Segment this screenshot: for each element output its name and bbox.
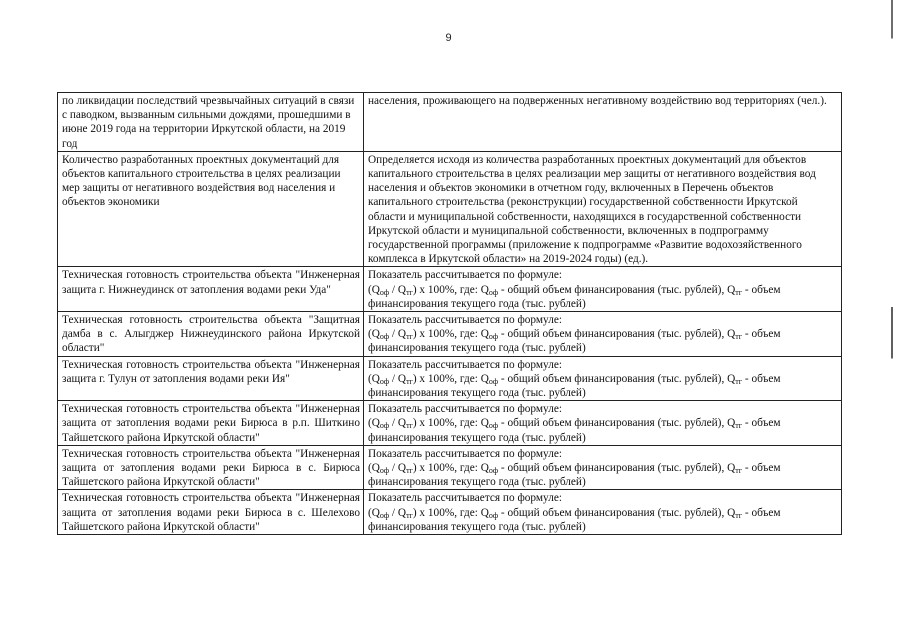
formula-definition: финансирования текущего года (тыс. рублей)	[368, 342, 586, 355]
indicators-table	[57, 92, 842, 535]
formula-definition: финансирования текущего года (тыс. рублей)	[368, 476, 586, 489]
table-row	[58, 151, 842, 267]
table-row	[58, 490, 842, 535]
formula-intro: Показатель рассчитывается по формуле:	[368, 492, 562, 505]
calculation-method-cell	[364, 490, 842, 535]
table-row	[58, 356, 842, 401]
scan-edge-mark	[891, 0, 893, 640]
formula-definition: финансирования текущего года (тыс. рублей)	[368, 431, 586, 444]
formula-intro: Показатель рассчитывается по формуле:	[368, 403, 562, 416]
formula-definition: финансирования текущего года (тыс. рублей)	[368, 297, 586, 310]
indicator-name-cell: Техническая готовность строительства объекта "Инженерная защита от затопления водами реки Бирюса в р.п. Шиткино Тайшетского района Иркутской области"	[58, 401, 364, 446]
formula-line: $(Q_{оф} / Q_{тг})$ х 100%, где: $Q_{оф}$ - общий объем финансирования (тыс. рублей), $Q_{тг}$ - объем	[368, 372, 781, 386]
indicator-name-cell: Техническая готовность строительства объекта "Инженерная защита от затопления водами реки Бирюса в с. Шелехово Тайшетского района Иркутской области"	[58, 490, 364, 535]
table-row	[58, 312, 842, 357]
calculation-method-cell	[364, 445, 842, 490]
indicator-name-cell: Количество разработанных проектных документаций для объектов капитального строительства в целях реализации мер защиты от негативного воздействия вод населения и объектов экономики	[58, 151, 364, 267]
formula-intro: Показатель рассчитывается по формуле:	[368, 269, 562, 282]
formula-intro: Показатель рассчитывается по формуле:	[368, 358, 562, 371]
calculation-method-cell	[364, 312, 842, 357]
page-number: 9	[445, 32, 452, 44]
calculation-method-cell: населения, проживающего на подверженных негативному воздействию вод территориях (чел.).	[364, 93, 842, 152]
formula-line: $(Q_{оф} / Q_{тг})$ х 100%, где: $Q_{оф}$ - общий объем финансирования (тыс. рублей), $Q_{тг}$ - объем	[368, 462, 781, 476]
formula-line: $(Q_{оф} / Q_{тг})$ х 100%, где: $Q_{оф}$ - общий объем финансирования (тыс. рублей), $Q_{тг}$ - объем	[368, 417, 781, 431]
formula-definition: финансирования текущего года (тыс. рублей)	[368, 520, 586, 533]
table-row	[58, 93, 842, 152]
indicator-name-cell: Техническая готовность строительства объекта "Инженерная защита от затопления водами реки Бирюса в с. Бирюса Тайшетского района Иркутской области"	[58, 445, 364, 490]
table-row	[58, 401, 842, 446]
calculation-method-cell: Определяется исходя из количества разработанных проектных документаций для объектов капитального строительства в целях реализации мер защиты от негативного воздействия вод населения и объектов экономики в отчетном году, включенных в Перечень объектов капитального строительства (реконструкции) государственной собственности Иркутской области и муниципальной собственности, находящихся в государственной собственности Иркутской области и муниципальной собственности, включенных в подпрограмму государственной программы (приложение к подпрограмме «Развитие водохозяйственного комплекса в Иркутской области» на 2019-2024 годы) (ед.).	[364, 151, 842, 267]
formula-line: $(Q_{оф} / Q_{тг})$ х 100%, где: $Q_{оф}$ - общий объем финансирования (тыс. рублей), $Q_{тг}$ - объем	[368, 283, 781, 297]
table-row	[58, 267, 842, 312]
formula-line: $(Q_{оф} / Q_{тг})$ х 100%, где: $Q_{оф}$ - общий объем финансирования (тыс. рублей), $Q_{тг}$ - объем	[368, 506, 781, 520]
indicator-name-cell: по ликвидации последствий чрезвычайных ситуаций в связи с паводком, вызванным сильными дождями, прошедшими в июне 2019 года на территории Иркутской области, на 2019 год	[58, 93, 364, 152]
formula-intro: Показатель рассчитывается по формуле:	[368, 447, 562, 460]
indicator-name-cell: Техническая готовность строительства объекта "Защитная дамба в с. Алыгджер Нижнеудинского района Иркутской области"	[58, 312, 364, 357]
table-row	[58, 445, 842, 490]
calculation-method-cell	[364, 267, 842, 312]
indicator-name-cell: Техническая готовность строительства объекта "Инженерная защита г. Тулун от затопления водами реки Ия"	[58, 356, 364, 401]
formula-intro: Показатель рассчитывается по формуле:	[368, 314, 562, 327]
formula-line: $(Q_{оф} / Q_{тг})$ х 100%, где: $Q_{оф}$ - общий объем финансирования (тыс. рублей), $Q_{тг}$ - объем	[368, 328, 781, 342]
formula-definition: финансирования текущего года (тыс. рублей)	[368, 387, 586, 400]
calculation-method-cell	[364, 356, 842, 401]
calculation-method-cell	[364, 401, 842, 446]
indicator-name-cell: Техническая готовность строительства объекта "Инженерная защита г. Нижнеудинск от затопления водами реки Уда"	[58, 267, 364, 312]
